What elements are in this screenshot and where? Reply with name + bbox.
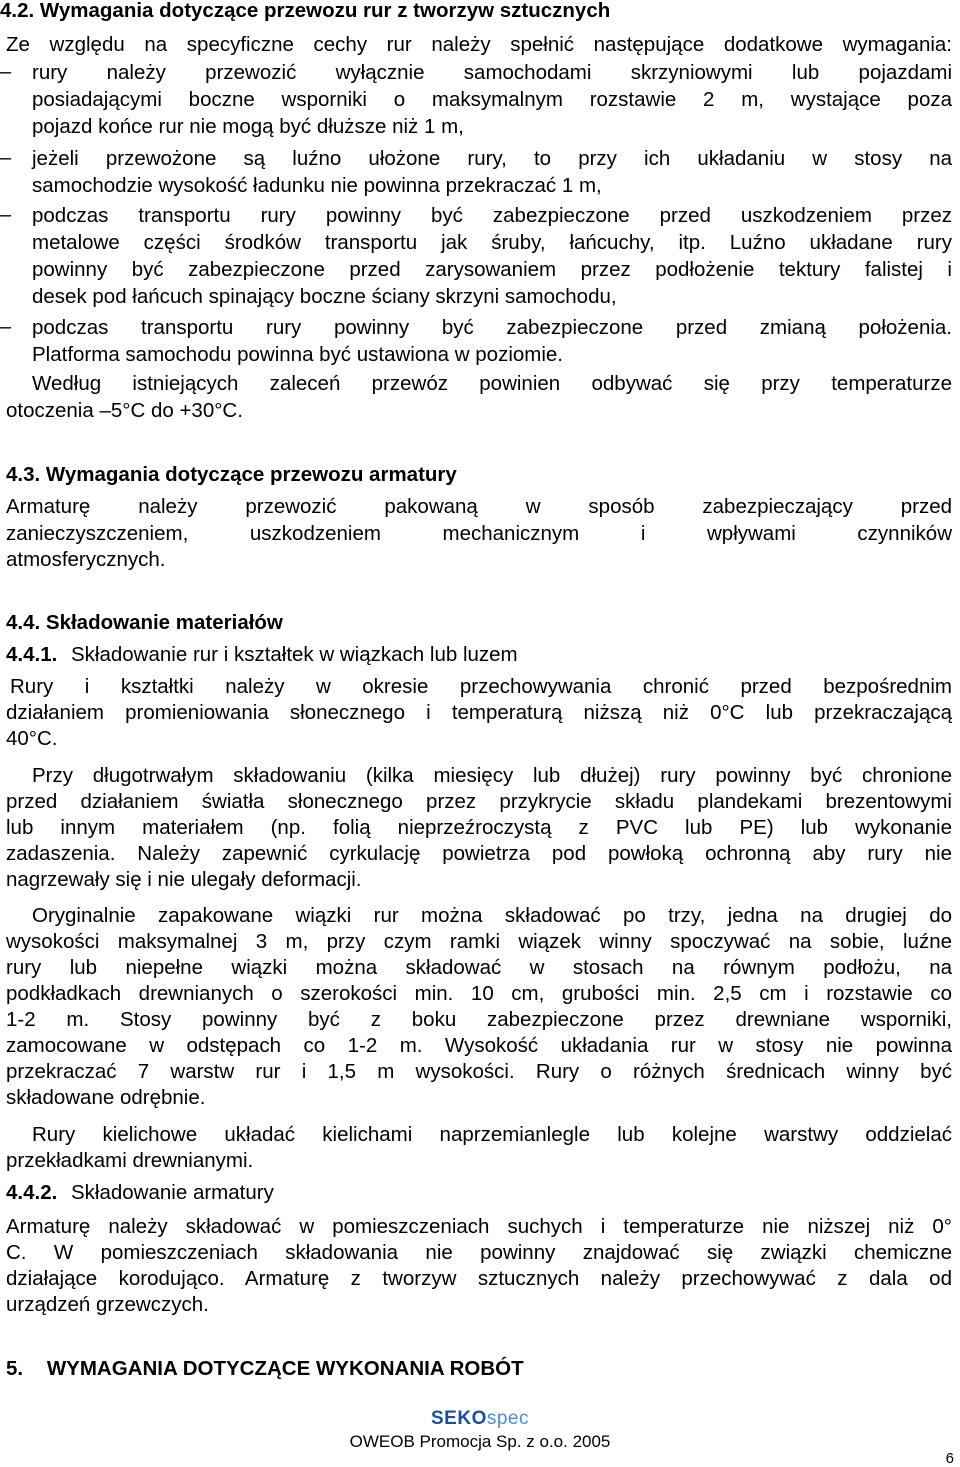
section-title: WYMAGANIA DOTYCZĄCE WYKONANIA ROBÓT [46,1357,524,1380]
section-number: 4.2. [0,0,35,22]
text-line: Oryginalnie zapakowane wiązki rur można składować po trzy, jedna na drugiej do [32,904,952,927]
text-line: Armaturę należy przewozić pakowaną w sposób zabezpieczający przed [6,495,952,518]
section-title: Wymagania dotyczące przewozu rur z tworzyw sztucznych [39,0,611,22]
section-number: 5. [6,1357,24,1380]
footer-text: OWEOB Promocja Sp. z o.o. 2005 [349,1432,611,1451]
list-item [0,59,952,140]
text-line: zamocowane w odstępach co 1-2 m. Wysokość układania rur w stosy nie powinna [6,1034,952,1057]
dash-bullet: – [0,147,12,169]
text-line: Przy długotrwałym składowaniu (kilka miesięcy lub dłużej) rury powinny być chronione [32,764,952,787]
text-line: Rury i kształtki należy w okresie przechowywania chronić przed bezpośrednim [10,675,952,698]
section-title: Składowanie armatury [71,1181,274,1204]
dash-bullet: – [0,61,12,83]
section-5-heading [6,1356,524,1382]
section-4-2-heading [0,0,610,24]
text-line: Armaturę należy składować w pomieszczeniach suchych i temperaturze nie niższej niż 0° [6,1215,952,1238]
text-line: metalowe części środków transportu jak śruby, łańcuchy, itp. Luźno układane rury [32,231,952,254]
text-line: przekładkami drewnianymi. [6,1149,254,1172]
section-title: Składowanie rur i kształtek w wiązkach lub luzem [71,643,518,666]
text-line: przekraczać 7 warstw rur i 1,5 m wysokości. Rury o różnych średnicach winny być [6,1060,952,1083]
section-4-4-2-heading [6,1180,274,1206]
text-line: 40°C. [6,727,58,750]
text-line: rury lub niepełne wiązki można składować w stosach na równym podłożu, na [6,956,952,979]
text-line: samochodzie wysokość ładunku nie powinna przekraczać 1 m, [32,174,602,197]
text-line: przed działaniem światła słonecznego przez przykrycie składu plandekami brezentowymi [6,790,952,813]
text-line: składowane odrębnie. [6,1086,206,1109]
section-4-4-1-para-2 [6,763,952,893]
list-item [0,145,952,199]
section-4-4-2-body [6,1214,952,1318]
section-4-4-1-heading [6,642,518,668]
section-number: 4.4. [6,611,41,634]
section-number: 4.3. [6,463,41,486]
text-line: podkładkach drewnianych o szerokości min. 10 cm, grubości min. 2,5 cm i rozstawie co [6,982,952,1005]
text-line: podczas transportu rury powinny być zabezpieczone przed zmianą położenia. [32,316,952,339]
section-title: Wymagania dotyczące przewozu armatury [45,463,457,486]
text-line: działające korodująco. Armaturę z tworzyw sztucznych należy przechowywać z dala od [6,1267,952,1290]
dash-bullet: – [0,316,12,338]
section-number: 4.4.2. [6,1181,58,1204]
text-line: jeżeli przewożone są luźno ułożone rury, to przy ich układaniu w stosy na [32,147,952,170]
text-line: 1-2 m. Stosy powinny być z boku zabezpieczone przez drewniane wsporniki, [6,1008,952,1031]
text-line: pojazd końce rur nie mogą być dłuższe niż 1 m, [32,115,464,138]
footer-logo [0,1408,960,1430]
text-line: zanieczyszczeniem, uszkodzeniem mechanicznym i wpływami czynników [6,521,952,545]
text-line: Według istniejących zaleceń przewóz powinien odbywać się przy temperaturze [32,372,952,395]
logo-spec: spec [486,1408,529,1429]
logo-seko: SEKO [431,1408,487,1429]
section-number: 4.4.1. [6,643,58,666]
list-item [0,314,952,368]
text-line: rury należy przewozić wyłącznie samochodami skrzyniowymi lub pojazdami [32,61,952,84]
text-line: nagrzewały się i nie ulegały deformacji. [6,868,362,891]
text-line: Platforma samochodu powinna być ustawiona w poziomie. [32,343,563,366]
list-item [0,202,952,310]
page-number: 6 [945,1450,954,1467]
text-line: posiadającymi boczne wsporniki o maksymalnym rozstawie 2 m, wystające poza [32,88,952,111]
section-title: Składowanie materiałów [45,611,283,634]
text-line: Rury kielichowe układać kielichami naprzemianlegle lub kolejne warstwy oddzielać [32,1123,952,1146]
text-line: urządzeń grzewczych. [6,1293,209,1316]
dash-bullet: – [0,204,12,226]
text-line: zadaszenia. Należy zapewnić cyrkulację powietrza pod powłoką ochronną aby rury nie [6,842,952,865]
text-line: desek pod łańcuch spinający boczne ściany skrzyni samochodu, [32,285,617,308]
section-4-4-1-para-1 [6,674,952,752]
section-4-3-body [6,494,952,574]
section-4-2-closing [6,371,952,424]
section-4-4-1-para-3 [6,903,952,1111]
section-4-4-heading [6,610,283,636]
text-line: działaniem promieniowania słonecznego i temperaturą niższą niż 0°C lub przekraczającą [6,701,952,724]
text-line: otoczenia –5°C do +30°C. [6,398,243,422]
text-line: powinny być zabezpieczone przed zarysowaniem przez podłożenie tektury falistej i [32,258,952,281]
text-line: lub innym materiałem (np. folią nieprzeźroczystą z PVC lub PE) lub wykonanie [6,816,952,839]
text-line: C. W pomieszczeniach składowania nie powinny znajdować się związki chemiczne [6,1241,952,1264]
text-line: atmosferycznych. [6,548,166,572]
text-line: wysokości maksymalnej 3 m, przy czym ramki wiązek winny spoczywać na sobie, luźne [6,930,952,953]
text-line: Ze względu na specyficzne cechy rur należy spełnić następujące dodatkowe wymagania: [6,33,952,56]
section-4-2-intro [6,32,952,59]
section-4-4-1-para-4 [6,1122,952,1174]
section-4-3-heading [6,462,457,488]
text-line: podczas transportu rury powinny być zabezpieczone przed uszkodzeniem przez [32,204,952,227]
